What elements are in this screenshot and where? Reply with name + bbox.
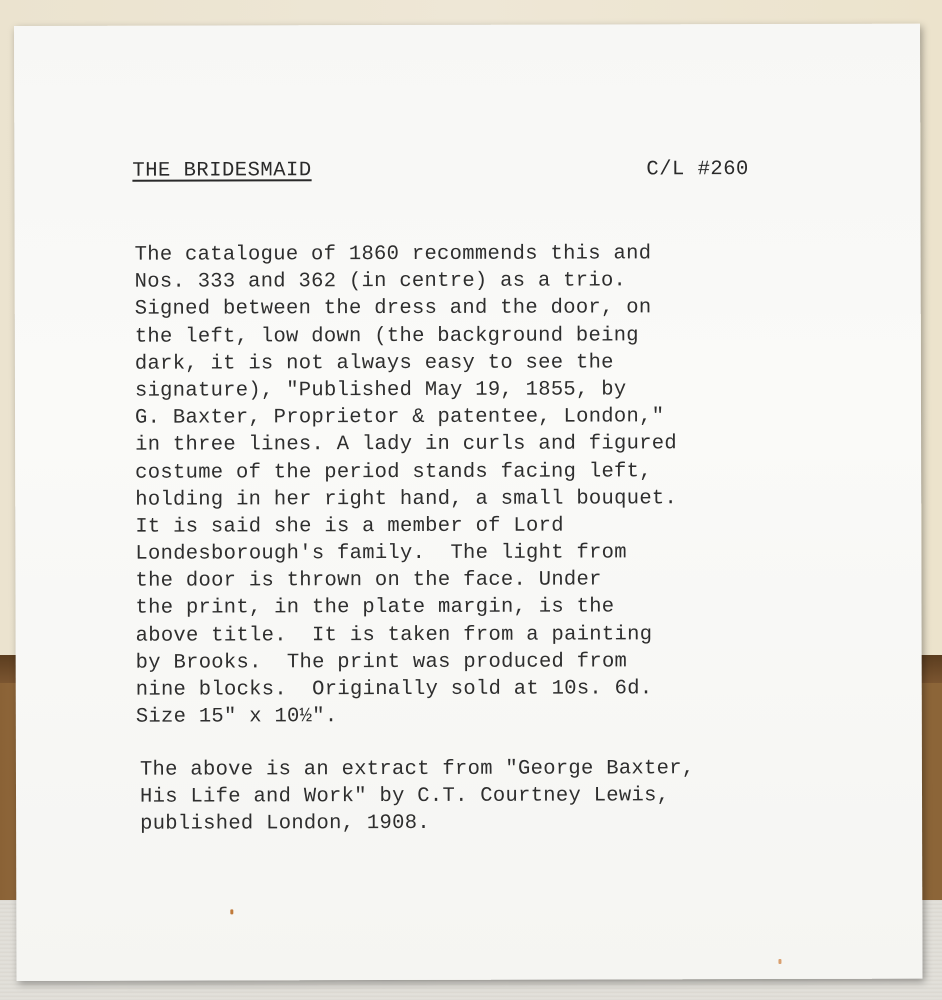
paper-speck (230, 909, 233, 914)
text-line: The above is an extract from "George Baxter, (139, 757, 695, 782)
text-line: It is said she is a member of Lord (135, 514, 564, 539)
text-line: the door is thrown on the face. Under (135, 568, 602, 593)
text-line: published London, 1908. (140, 812, 430, 837)
text-line: nine blocks. Originally sold at 10s. 6d. (135, 677, 653, 702)
text-line: Londesborough's family. The light from (135, 541, 627, 566)
paper-speck (778, 959, 781, 964)
text-line: holding in her right hand, a small bouquet. (135, 486, 678, 512)
text-line: signature), "Published May 19, 1855, by (134, 378, 627, 403)
text-line: His Life and Work" by C.T. Courtney Lewis, (139, 784, 670, 809)
text-line: Signed between the dress and the door, on (134, 296, 652, 322)
text-line: G. Baxter, Proprietor & patentee, London," (134, 405, 665, 430)
text-line: dark, it is not always easy to see the (134, 351, 614, 376)
source-citation-paragraph (140, 755, 900, 839)
document-title: THE BRIDESMAID (132, 159, 312, 183)
text-line: the left, low down (the background being (134, 323, 639, 349)
typed-label-sheet (14, 24, 922, 981)
text-line: the print, in the plate margin, is the (135, 595, 615, 621)
text-line: by Brooks. The print was produced from (135, 650, 628, 675)
description-paragraph (135, 240, 896, 731)
catalog-number: C/L #260 (646, 158, 749, 182)
text-line: Nos. 333 and 362 (in centre) as a trio. (134, 269, 627, 294)
text-line: Size 15" x 10½". (135, 705, 338, 729)
text-line: The catalogue of 1860 recommends this and (134, 242, 652, 267)
text-line: in three lines. A lady in curls and figured (135, 432, 678, 457)
text-line: above title. It is taken from a painting (135, 622, 653, 648)
text-line: costume of the period stands facing left, (135, 459, 652, 485)
